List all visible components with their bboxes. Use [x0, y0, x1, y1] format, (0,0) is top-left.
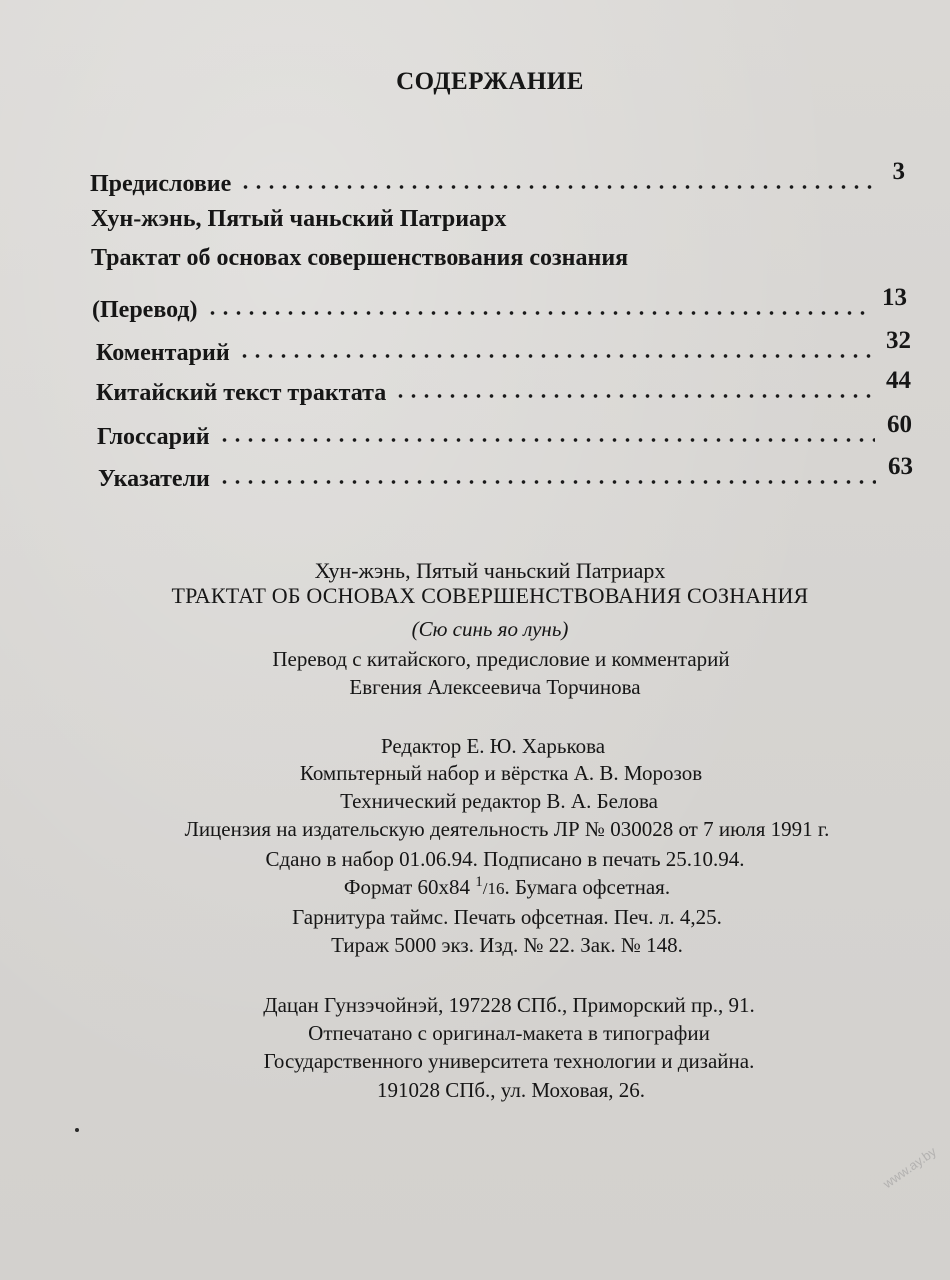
toc-label: Хун-жэнь, Пятый чаньский Патриарх: [91, 206, 507, 232]
ink-speck: [75, 1128, 79, 1132]
toc-page-number: 44: [886, 367, 911, 394]
publisher-university-address: 191028 СПб., ул. Моховая, 26.: [376, 1078, 646, 1102]
toc-leader-dots: [218, 480, 876, 484]
toc-leader-dots: [218, 438, 875, 442]
toc-label: Китайский текст трактата: [96, 380, 387, 406]
imprint-format-frac: /16: [482, 879, 505, 898]
publisher-printed-line: Отпечатано с оригинал-макета в типографии: [308, 1021, 710, 1045]
toc-leader-dots: [206, 311, 870, 315]
imprint-tech-editor: Технический редактор В. А. Белова: [340, 789, 658, 813]
imprint-author: Хун-жэнь, Пятый чаньский Патриарх: [314, 558, 666, 583]
watermark: www.ay.by: [880, 1143, 939, 1192]
toc-leader-dots: [394, 394, 874, 398]
imprint-format: [32, 874, 950, 900]
contents-heading: СОДЕРЖАНИЕ: [396, 68, 584, 95]
toc-leader-dots: [238, 354, 874, 358]
toc-label: Указатели: [98, 466, 210, 492]
imprint-format-prefix: Формат 60х84: [343, 875, 476, 899]
imprint-translator: Евгения Алексеевича Торчинова: [349, 675, 641, 699]
imprint-typesetting: Компьтерный набор и вёрстка А. В. Морозов: [299, 761, 703, 785]
imprint-license: Лицензия на издательскую деятельность ЛР № 030028 от 7 июля 1991 г.: [184, 817, 830, 841]
toc-row-treatise-title: [91, 242, 906, 274]
toc-leader-dots: [239, 185, 880, 189]
toc-page-number: 60: [887, 411, 912, 438]
toc-label: Глоссарий: [97, 424, 210, 450]
toc-label: Трактат об основах совершенствования сознания: [91, 245, 629, 271]
imprint-editor: Редактор Е. Ю. Харькова: [380, 734, 606, 758]
toc-page-number: 63: [888, 453, 913, 480]
toc-page-number: 13: [882, 284, 907, 311]
imprint-format-sup: 1: [475, 874, 483, 890]
toc-row-commentary: [96, 327, 911, 369]
toc-row-indexes: [98, 453, 913, 495]
imprint-font-line: Гарнитура таймс. Печать офсетная. Печ. л. 4,25.: [292, 905, 722, 929]
toc-page-number: 3: [892, 158, 905, 185]
toc-row-author: [91, 203, 906, 235]
toc-row-glossary: [97, 411, 912, 453]
imprint-original-title: (Сю синь яо лунь): [411, 617, 569, 641]
imprint-title: ТРАКТАТ ОБ ОСНОВАХ СОВЕРШЕНСТВОВАНИЯ СОЗНАНИЯ: [171, 583, 809, 608]
imprint-dates: Сдано в набор 01.06.94. Подписано в печать 25.10.94.: [265, 847, 745, 871]
toc-row-translation: [92, 284, 907, 326]
publisher-address: Дацан Гунзэчойнэй, 197228 СПб., Приморский пр., 91.: [263, 993, 755, 1017]
toc-page-number: 32: [886, 327, 911, 354]
toc-label: Коментарий: [96, 340, 230, 366]
toc-row-chinese-text: [96, 367, 911, 409]
toc-label: Предисловие: [90, 171, 232, 197]
toc-label: (Перевод): [92, 297, 198, 323]
imprint-format-suffix: . Бумага офсетная.: [504, 875, 671, 899]
imprint-translation-line: Перевод с китайского, предисловие и комментарий: [272, 647, 730, 671]
imprint-print-run: Тираж 5000 экз. Изд. № 22. Зак. № 148.: [331, 933, 683, 957]
toc-row-preface: [90, 158, 905, 200]
publisher-university: Государственного университета технологии и дизайна.: [263, 1049, 755, 1073]
